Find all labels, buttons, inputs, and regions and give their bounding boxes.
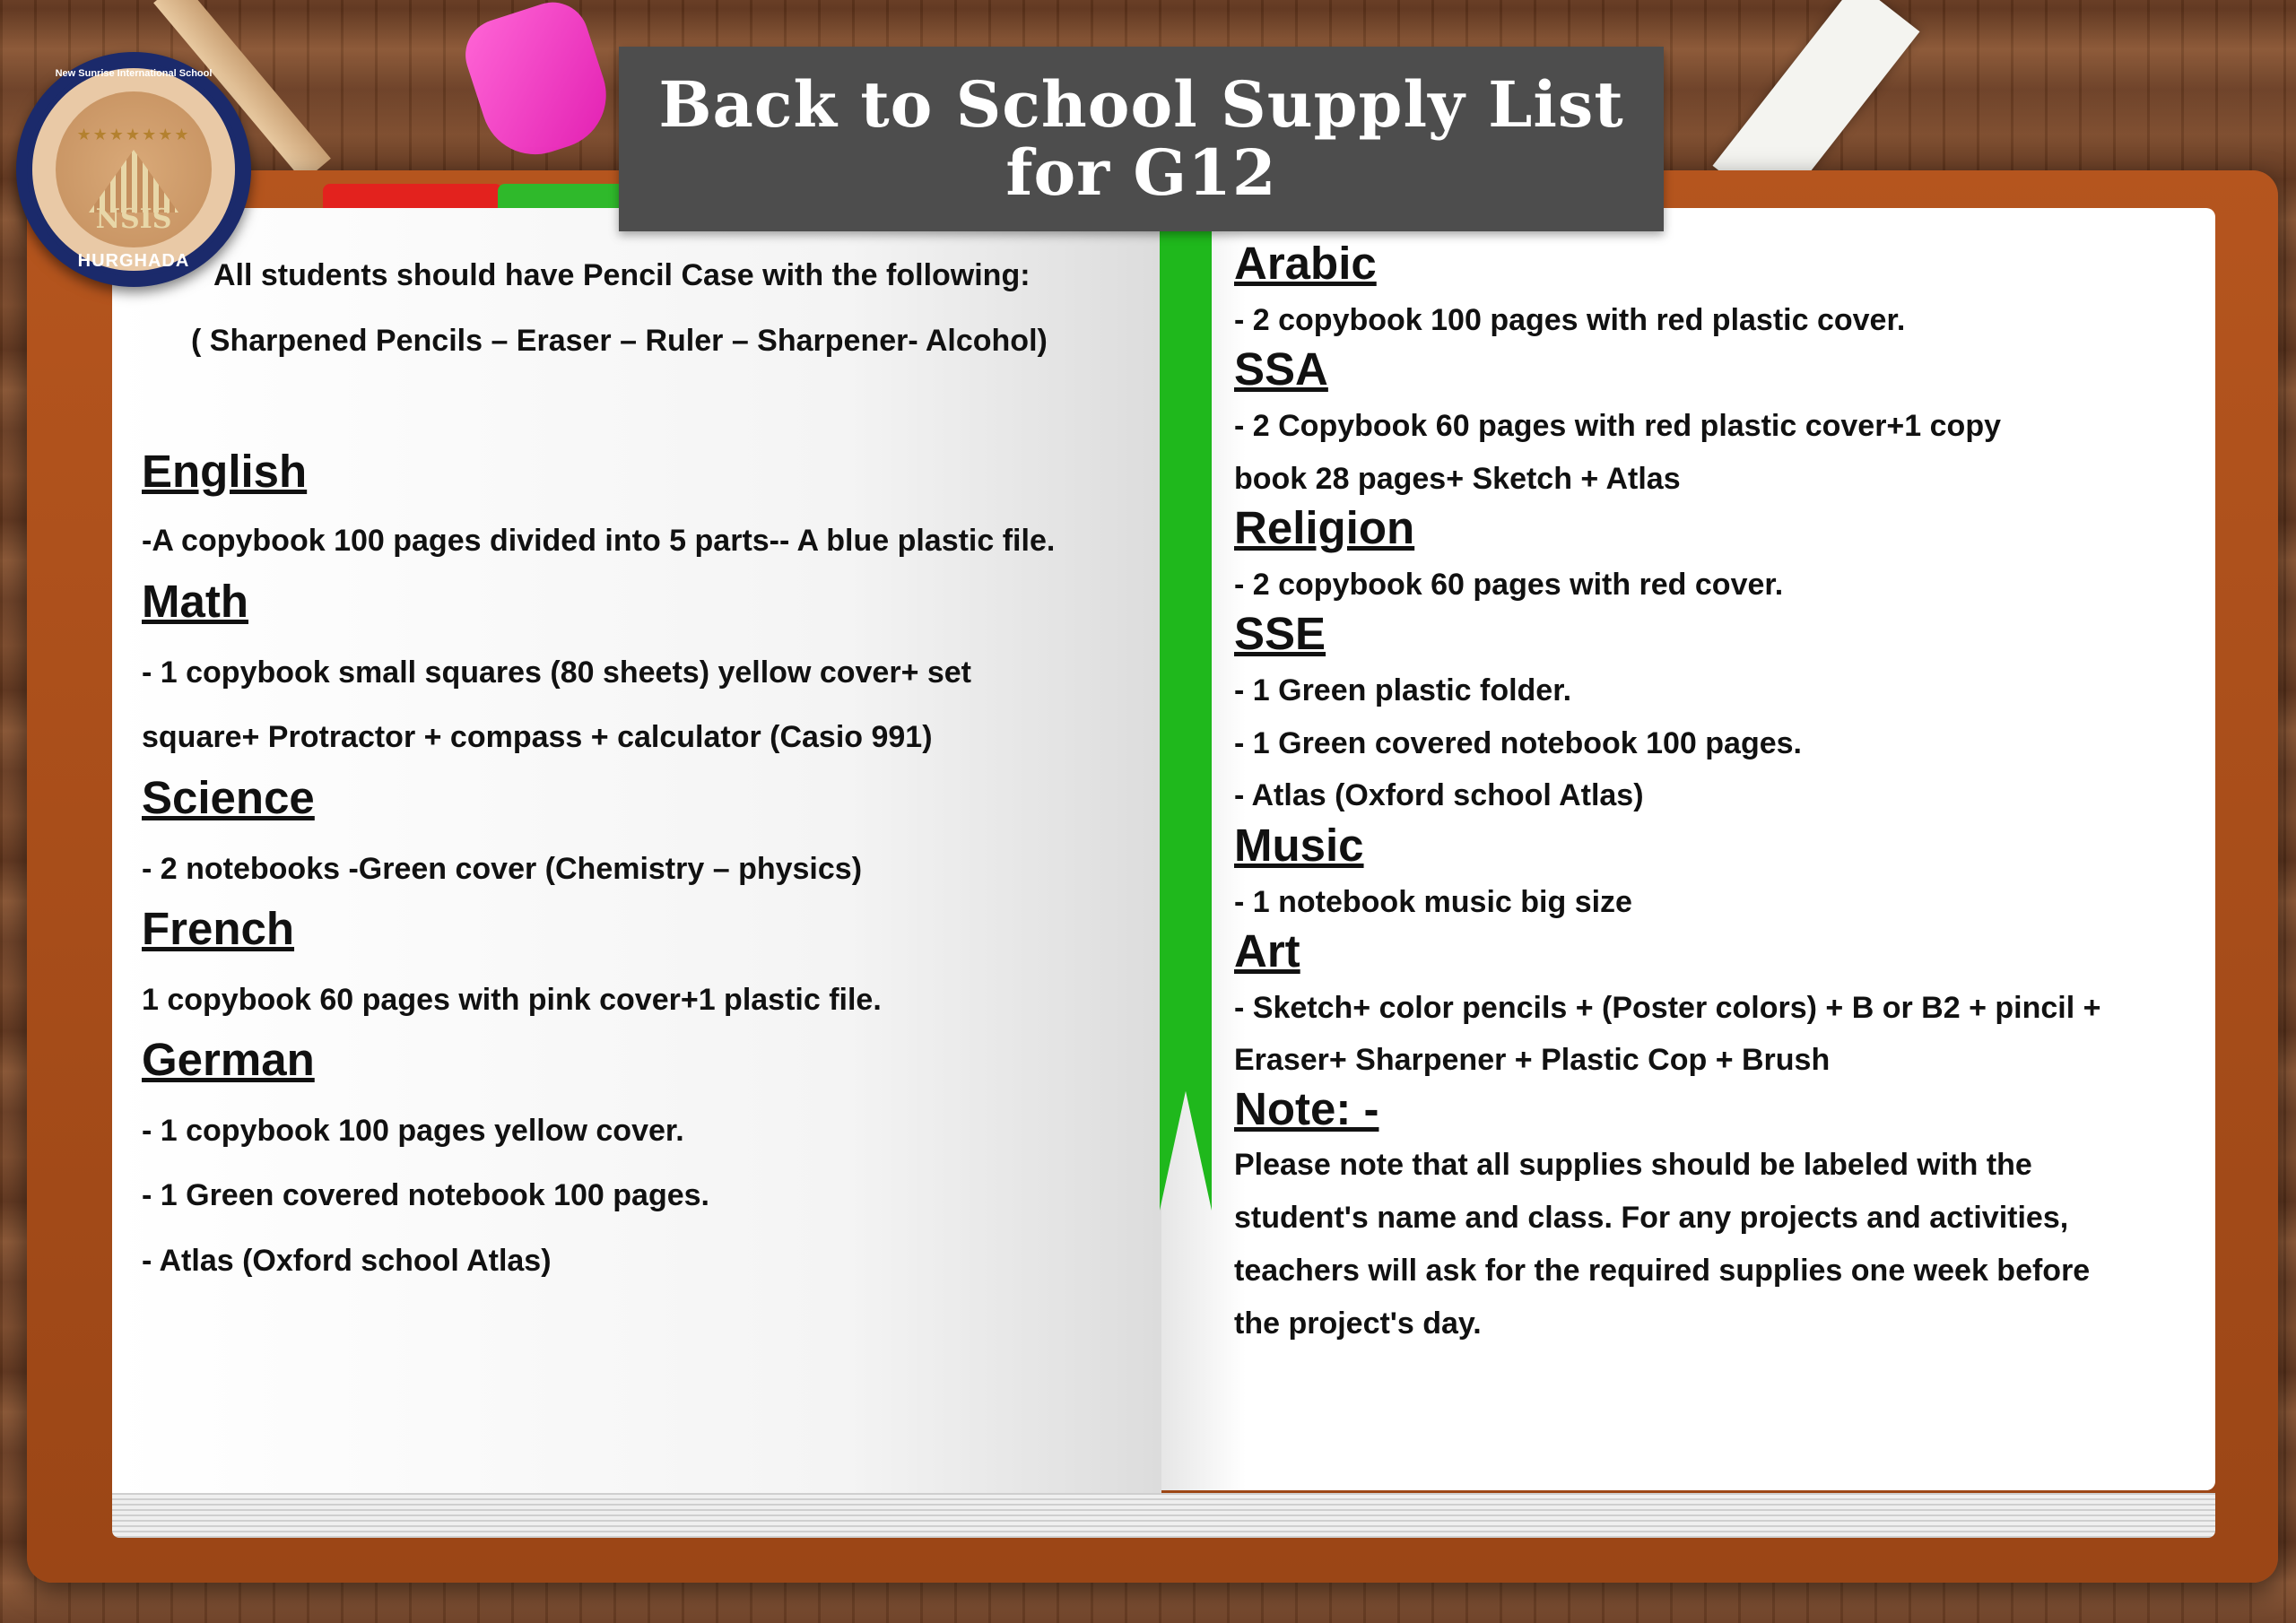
arabic-item-1: - 2 copybook 100 pages with red plastic cover. bbox=[1234, 303, 1906, 337]
art-item-2: Eraser+ Sharpener + Plastic Cop + Brush bbox=[1234, 1043, 1831, 1077]
science-item-1: - 2 notebooks -Green cover (Chemistry – physics) bbox=[142, 852, 863, 886]
section-title-sse: SSE bbox=[1234, 608, 1326, 659]
title-banner bbox=[619, 47, 1664, 231]
english-item-1: -A copybook 100 pages divided into 5 parts-- A blue plastic file. bbox=[142, 524, 1056, 558]
religion-item-1: - 2 copybook 60 pages with red cover. bbox=[1234, 568, 1784, 602]
german-item-2: - 1 Green covered notebook 100 pages. bbox=[142, 1178, 710, 1212]
logo-city: HURGHADA bbox=[77, 251, 190, 271]
german-item-1: - 1 copybook 100 pages yellow cover. bbox=[142, 1114, 684, 1148]
sse-item-2: - 1 Green covered notebook 100 pages. bbox=[1234, 726, 1803, 760]
eraser-decoration bbox=[457, 0, 621, 169]
music-item-1: - 1 notebook music big size bbox=[1234, 885, 1632, 919]
page-edges bbox=[112, 1493, 2215, 1538]
intro-line-2: ( Sharpened Pencils – Eraser – Ruler – Sharpener- Alcohol) bbox=[191, 324, 1048, 358]
section-title-music: Music bbox=[1234, 820, 1364, 871]
math-item-1: - 1 copybook small squares (80 sheets) yellow cover+ set bbox=[142, 655, 972, 690]
ssa-item-2: book 28 pages+ Sketch + Atlas bbox=[1234, 462, 1681, 496]
section-title-art: Art bbox=[1234, 925, 1300, 976]
logo-school-name: New Sunrise International School bbox=[55, 68, 213, 79]
logo-stars-icon: ★★★★★★★ bbox=[76, 126, 191, 143]
logo-abbreviation: NSIS bbox=[95, 204, 172, 235]
section-title-french: French bbox=[142, 903, 295, 954]
bookmark-ribbon bbox=[1160, 215, 1212, 1211]
logo-emblem bbox=[56, 91, 212, 247]
art-item-1: - Sketch+ color pencils + (Poster colors) + B or B2 + pincil + bbox=[1234, 991, 2101, 1025]
french-item-1: 1 copybook 60 pages with pink cover+1 plastic file. bbox=[142, 983, 882, 1017]
note-text: Please note that all supplies should be labeled with the student's name and class. For any projects and activities, teachers will ask for the required supplies one week before the project's day. bbox=[1234, 1148, 2091, 1341]
sse-item-1: - 1 Green plastic folder. bbox=[1234, 673, 1572, 707]
note-title: Note: - bbox=[1234, 1083, 1379, 1134]
intro-line-1: All students should have Pencil Case with the following: bbox=[213, 258, 1031, 292]
section-title-ssa: SSA bbox=[1234, 343, 1328, 395]
section-title-science: Science bbox=[142, 772, 315, 823]
sse-item-3: - Atlas (Oxford school Atlas) bbox=[1234, 778, 1644, 812]
german-item-3: - Atlas (Oxford school Atlas) bbox=[142, 1244, 552, 1278]
section-title-arabic: Arabic bbox=[1234, 238, 1377, 289]
section-title-math: Math bbox=[142, 576, 248, 627]
math-item-2: square+ Protractor + compass + calculator (Casio 991) bbox=[142, 720, 933, 754]
ssa-item-1: - 2 Copybook 60 pages with red plastic cover+1 copy bbox=[1234, 409, 2001, 443]
title-line-2: for G12 bbox=[1005, 135, 1277, 210]
school-logo bbox=[16, 52, 251, 287]
section-title-religion: Religion bbox=[1234, 502, 1415, 553]
section-title-german: German bbox=[142, 1034, 315, 1085]
title-line-1: Back to School Supply List bbox=[658, 67, 1624, 142]
section-title-english: English bbox=[142, 446, 308, 497]
